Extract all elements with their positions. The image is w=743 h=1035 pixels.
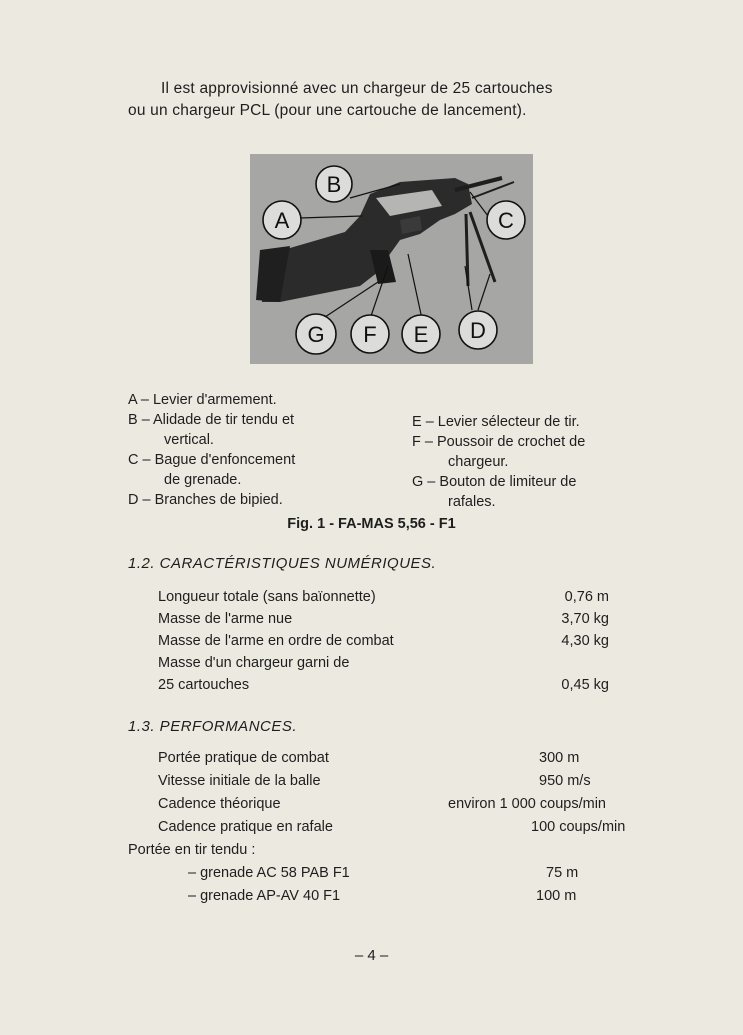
legend-item-d: D – Branches de bipied. — [128, 492, 283, 508]
section-heading-performances: 1.3. PERFORMANCES. — [128, 718, 298, 735]
perf-value: 300 m — [539, 750, 580, 766]
spec-name: Longueur totale (sans baïonnette) — [158, 589, 376, 605]
table-row — [128, 608, 673, 630]
callout-label-d: D — [470, 318, 486, 343]
spec-name: 25 cartouches — [158, 677, 250, 693]
characteristics-table — [128, 586, 673, 696]
spec-name: Masse d'un chargeur garni de — [158, 655, 350, 671]
section-heading-characteristics: 1.2. CARACTÉRISTIQUES NUMÉRIQUES. — [128, 555, 437, 572]
legend-item-b: B – Alidade de tir tendu et — [128, 412, 295, 428]
perf-value: 100 m — [536, 888, 577, 904]
rifle-illustration — [250, 154, 533, 364]
legend-item-f: F – Poussoir de crochet de — [412, 434, 586, 450]
perf-name: Vitesse initiale de la balle — [158, 773, 321, 789]
callout-label-a: A — [274, 208, 290, 233]
legend-item-g: G – Bouton de limiteur de — [412, 474, 577, 490]
callout-label-b: B — [326, 172, 342, 197]
table-row — [128, 747, 673, 770]
spec-value: 4,30 kg — [561, 633, 609, 649]
perf-name: – grenade AC 58 PAB F1 — [188, 865, 350, 881]
legend-item-c-cont: de grenade. — [164, 472, 242, 488]
table-row — [128, 816, 673, 839]
table-row — [128, 674, 673, 696]
perf-name: Portée pratique de combat — [158, 750, 329, 766]
legend-item-c: C – Bague d'enfoncement — [128, 452, 296, 468]
intro-paragraph — [128, 78, 673, 122]
spec-value: 3,70 kg — [561, 611, 609, 627]
table-row — [128, 793, 673, 816]
figure-caption: Fig. 1 - FA-MAS 5,56 - F1 — [287, 516, 456, 532]
legend-item-a: A – Levier d'armement. — [128, 392, 277, 408]
legend-item-g-cont: rafales. — [448, 494, 496, 510]
spec-name: Masse de l'arme en ordre de combat — [158, 633, 394, 649]
rifle-photo — [250, 154, 533, 364]
table-row — [128, 862, 673, 885]
callout-label-f: F — [363, 322, 377, 347]
table-row — [128, 839, 673, 862]
legend-item-b-cont: vertical. — [164, 432, 214, 448]
table-row — [128, 652, 673, 674]
legend-right — [412, 412, 672, 512]
perf-subheading: Portée en tir tendu : — [128, 842, 256, 858]
table-row — [128, 770, 673, 793]
perf-value: 100 coups/min — [531, 819, 626, 835]
spec-value: 0,76 m — [564, 589, 609, 605]
callout-label-g: G — [307, 322, 325, 347]
table-row — [128, 586, 673, 608]
callout-label-e: E — [413, 322, 429, 347]
legend-item-e: E – Levier sélecteur de tir. — [412, 414, 580, 430]
legend-item-f-cont: chargeur. — [448, 454, 509, 470]
perf-name: Cadence pratique en rafale — [158, 819, 333, 835]
page-number: – 4 – — [354, 947, 389, 964]
perf-value: environ 1 000 coups/min — [448, 796, 606, 812]
performances-table — [128, 747, 673, 908]
legend-left — [128, 390, 408, 510]
callout-label-c: C — [498, 208, 514, 233]
spec-name: Masse de l'arme nue — [158, 611, 293, 627]
intro-line-1: Il est approvisionné avec un chargeur de 25 cartouches — [161, 80, 553, 97]
intro-line-2: ou un chargeur PCL (pour une cartouche de lancement). — [128, 102, 527, 119]
table-row — [128, 885, 673, 908]
perf-value: 950 m/s — [539, 773, 591, 789]
spec-value: 0,45 kg — [561, 677, 609, 693]
table-row — [128, 630, 673, 652]
perf-name: – grenade AP-AV 40 F1 — [188, 888, 341, 904]
perf-name: Cadence théorique — [158, 796, 281, 812]
perf-value: 75 m — [546, 865, 579, 881]
